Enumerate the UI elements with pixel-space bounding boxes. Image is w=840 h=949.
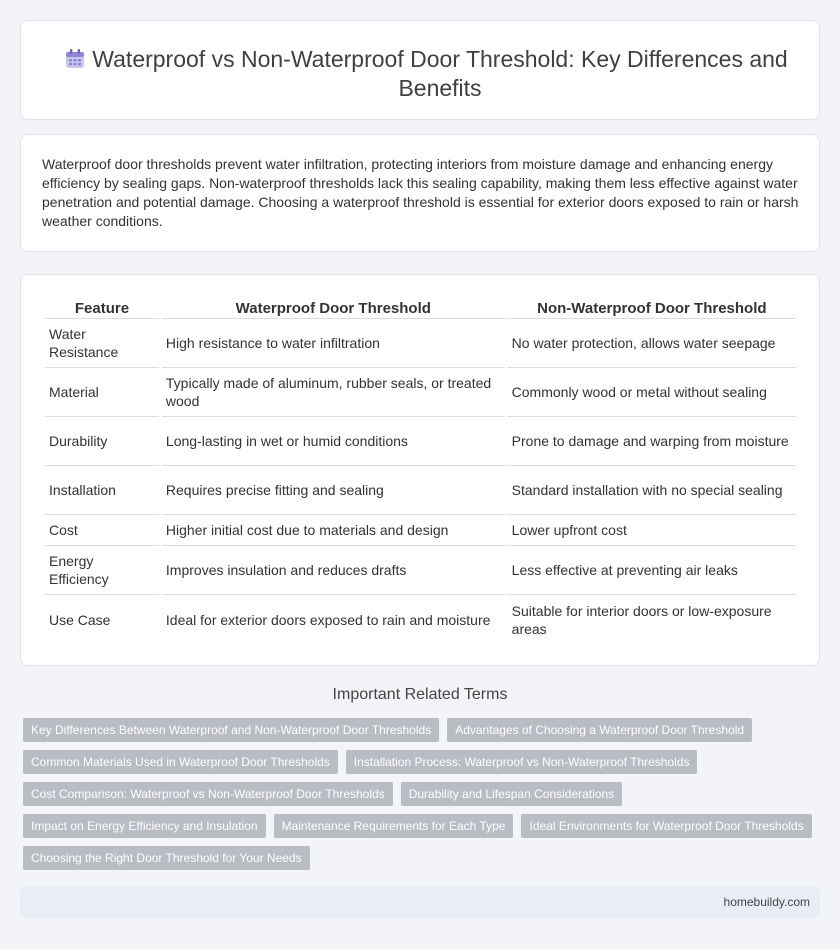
feature-cell: Material [45,368,159,417]
related-term-link[interactable]: Durability and Lifespan Considerations [401,782,622,806]
non-waterproof-cell: Less effective at preventing air leaks [508,546,796,595]
waterproof-cell: Long-lasting in wet or humid conditions [162,417,505,466]
non-waterproof-cell: Lower upfront cost [508,515,796,546]
related-term-link[interactable]: Common Materials Used in Waterproof Door Thresholds [23,750,338,774]
comparison-table [42,297,799,644]
intro-card [20,134,820,252]
footer [20,886,820,918]
table-header-row [45,297,796,319]
related-term-link[interactable]: Key Differences Between Waterproof and Non-Waterproof Door Thresholds [23,718,439,742]
tag-row [23,782,823,806]
header-non-waterproof: Non-Waterproof Door Threshold [508,297,796,319]
related-terms-list [23,718,823,878]
feature-cell: Cost [45,515,159,546]
table-row [45,546,796,595]
waterproof-cell: Higher initial cost due to materials and design [162,515,505,546]
intro-paragraph: Waterproof door thresholds prevent water infiltration, protecting interiors from moisture damage and enhancing energy efficiency by sealing gaps. Non-waterproof thresholds lack this sealing capability, making them less effective against water penetration and potential damage. Choosing a waterproof threshold is essential for exterior doors exposed to rain or harsh weather conditions. [42,156,799,229]
non-waterproof-cell: Standard installation with no special sealing [508,466,796,515]
related-term-link[interactable]: Impact on Energy Efficiency and Insulation [23,814,266,838]
tag-row [23,718,823,742]
title-card [20,20,820,120]
table-row [45,319,796,368]
site-name[interactable]: homebuildy.com [723,895,810,909]
feature-cell: Energy Efficiency [45,546,159,595]
related-term-link[interactable]: Cost Comparison: Waterproof vs Non-Waterproof Door Thresholds [23,782,393,806]
non-waterproof-cell: Suitable for interior doors or low-exposure areas [511,602,772,637]
table-row [45,466,796,515]
tag-row [23,750,823,774]
header-feature: Feature [45,297,159,319]
table-row [45,515,796,546]
waterproof-cell: High resistance to water infiltration [162,319,505,368]
waterproof-cell: Requires precise fitting and sealing [162,466,505,515]
feature-cell: Use Case [49,611,111,628]
table-row [45,368,796,417]
waterproof-cell: Ideal for exterior doors exposed to rain and moisture [165,611,491,628]
table-row [45,595,796,644]
related-term-link[interactable]: Installation Process: Waterproof vs Non-Waterproof Thresholds [346,750,698,774]
page-title: Waterproof vs Non-Waterproof Door Threshold: Key Differences and Benefits [92,46,788,101]
waterproof-cell: Typically made of aluminum, rubber seals, or treated wood [162,368,505,417]
feature-cell: Installation [45,466,159,515]
table-row [45,417,796,466]
non-waterproof-cell: No water protection, allows water seepage [508,319,796,368]
related-term-link[interactable]: Advantages of Choosing a Waterproof Door Threshold [447,718,752,742]
related-term-link[interactable]: Ideal Environments for Waterproof Door Thresholds [521,814,811,838]
waterproof-cell: Improves insulation and reduces drafts [162,546,505,595]
related-terms-title: Important Related Terms [332,686,508,703]
comparison-table-card [20,274,820,666]
tag-row [23,814,823,838]
feature-cell: Water Resistance [45,319,159,368]
related-term-link[interactable]: Maintenance Requirements for Each Type [274,814,514,838]
non-waterproof-cell: Prone to damage and warping from moisture [508,417,796,466]
related-term-link[interactable]: Choosing the Right Door Threshold for Your Needs [23,846,310,870]
tag-row [23,846,823,870]
non-waterproof-cell: Commonly wood or metal without sealing [508,368,796,417]
header-waterproof: Waterproof Door Threshold [162,297,505,319]
feature-cell: Durability [45,417,159,466]
